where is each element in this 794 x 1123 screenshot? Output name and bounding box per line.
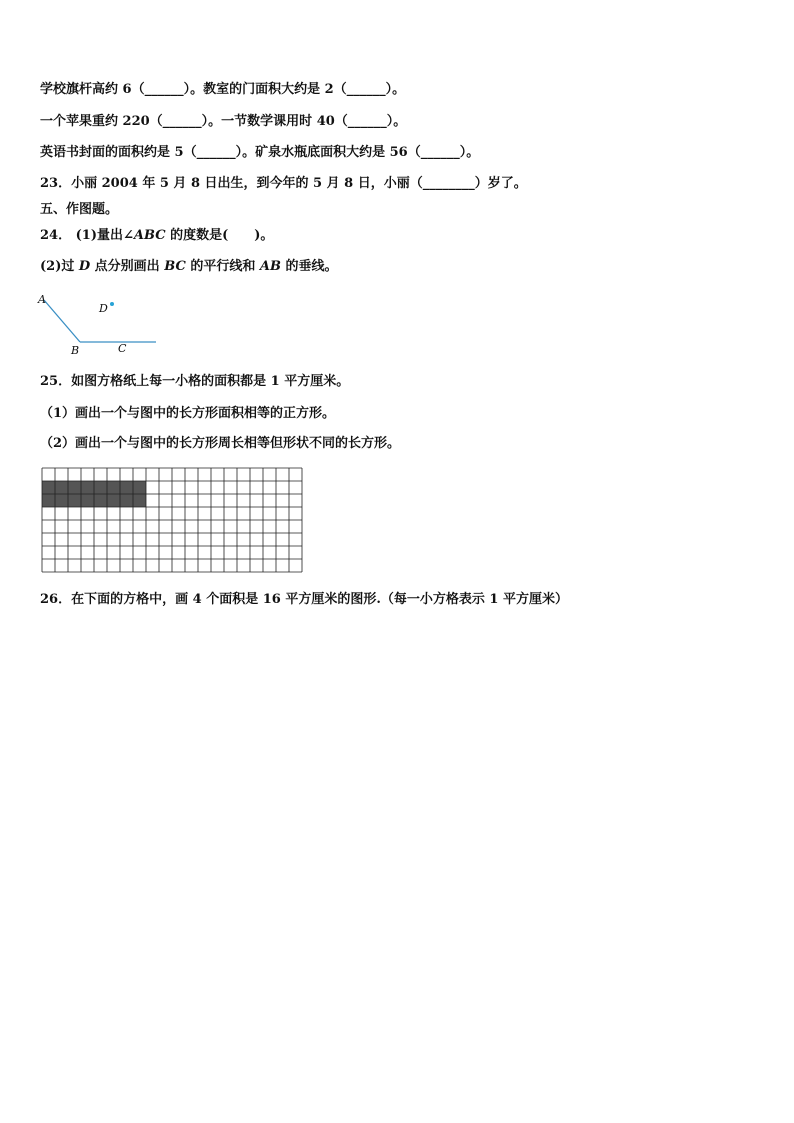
q24-angle-name: ABC <box>133 228 166 243</box>
angle-abc-figure <box>36 290 166 360</box>
point-d-dot <box>110 302 114 306</box>
q24-part2-e: 的垂线。 <box>280 259 338 274</box>
label-a: A <box>38 293 46 306</box>
q24-point-d: D <box>78 259 91 274</box>
q24-part2-b: 点分别画出 <box>90 259 165 274</box>
question-25-part-1: （1）画出一个与图中的长方形面积相等的正方形。 <box>40 406 336 421</box>
label-c: C <box>118 342 127 355</box>
section-5-heading: 五、作图题。 <box>40 202 119 217</box>
question-23: 23．小丽 2004 年 5 月 8 日出生，到今年的 5 月 8 日，小丽（________）岁了。 <box>40 176 527 191</box>
q22-line-1: 学校旗杆高约 6（______）。教室的门面积大约是 2（______）。 <box>40 82 406 97</box>
q24-line-bc: BC <box>164 259 186 274</box>
question-24-part-1 <box>40 228 273 244</box>
question-24-number: 24． <box>40 228 72 243</box>
q24-part2-c: 的平行线和 <box>185 259 260 274</box>
q22-line-3: 英语书封面的面积约是 5（______）。矿泉水瓶底面积大约是 56（______）。 <box>40 145 480 160</box>
question-25-title: 25．如图方格纸上每一小格的面积都是 1 平方厘米。 <box>40 374 350 389</box>
label-d: D <box>99 302 108 315</box>
q24-line-ab: AB <box>259 259 281 274</box>
square-grid <box>40 466 306 578</box>
q24-part2-a: (2)过 <box>40 259 79 274</box>
q22-line-2: 一个苹果重约 220（______）。一节数学课用时 40（______）。 <box>40 114 407 129</box>
question-24-part-2 <box>40 259 337 275</box>
ray-ba <box>44 300 80 342</box>
question-26: 26．在下面的方格中，画 4 个面积是 16 平方厘米的图形.（每一小方格表示 1 平方厘米） <box>40 592 568 607</box>
q24-part1-suffix: 的度数是( )。 <box>165 228 274 243</box>
question-25-part-2: （2）画出一个与图中的长方形周长相等但形状不同的长方形。 <box>40 436 401 451</box>
q24-part1-prefix: (1)量出∠ <box>75 228 134 243</box>
label-b: B <box>71 344 80 357</box>
